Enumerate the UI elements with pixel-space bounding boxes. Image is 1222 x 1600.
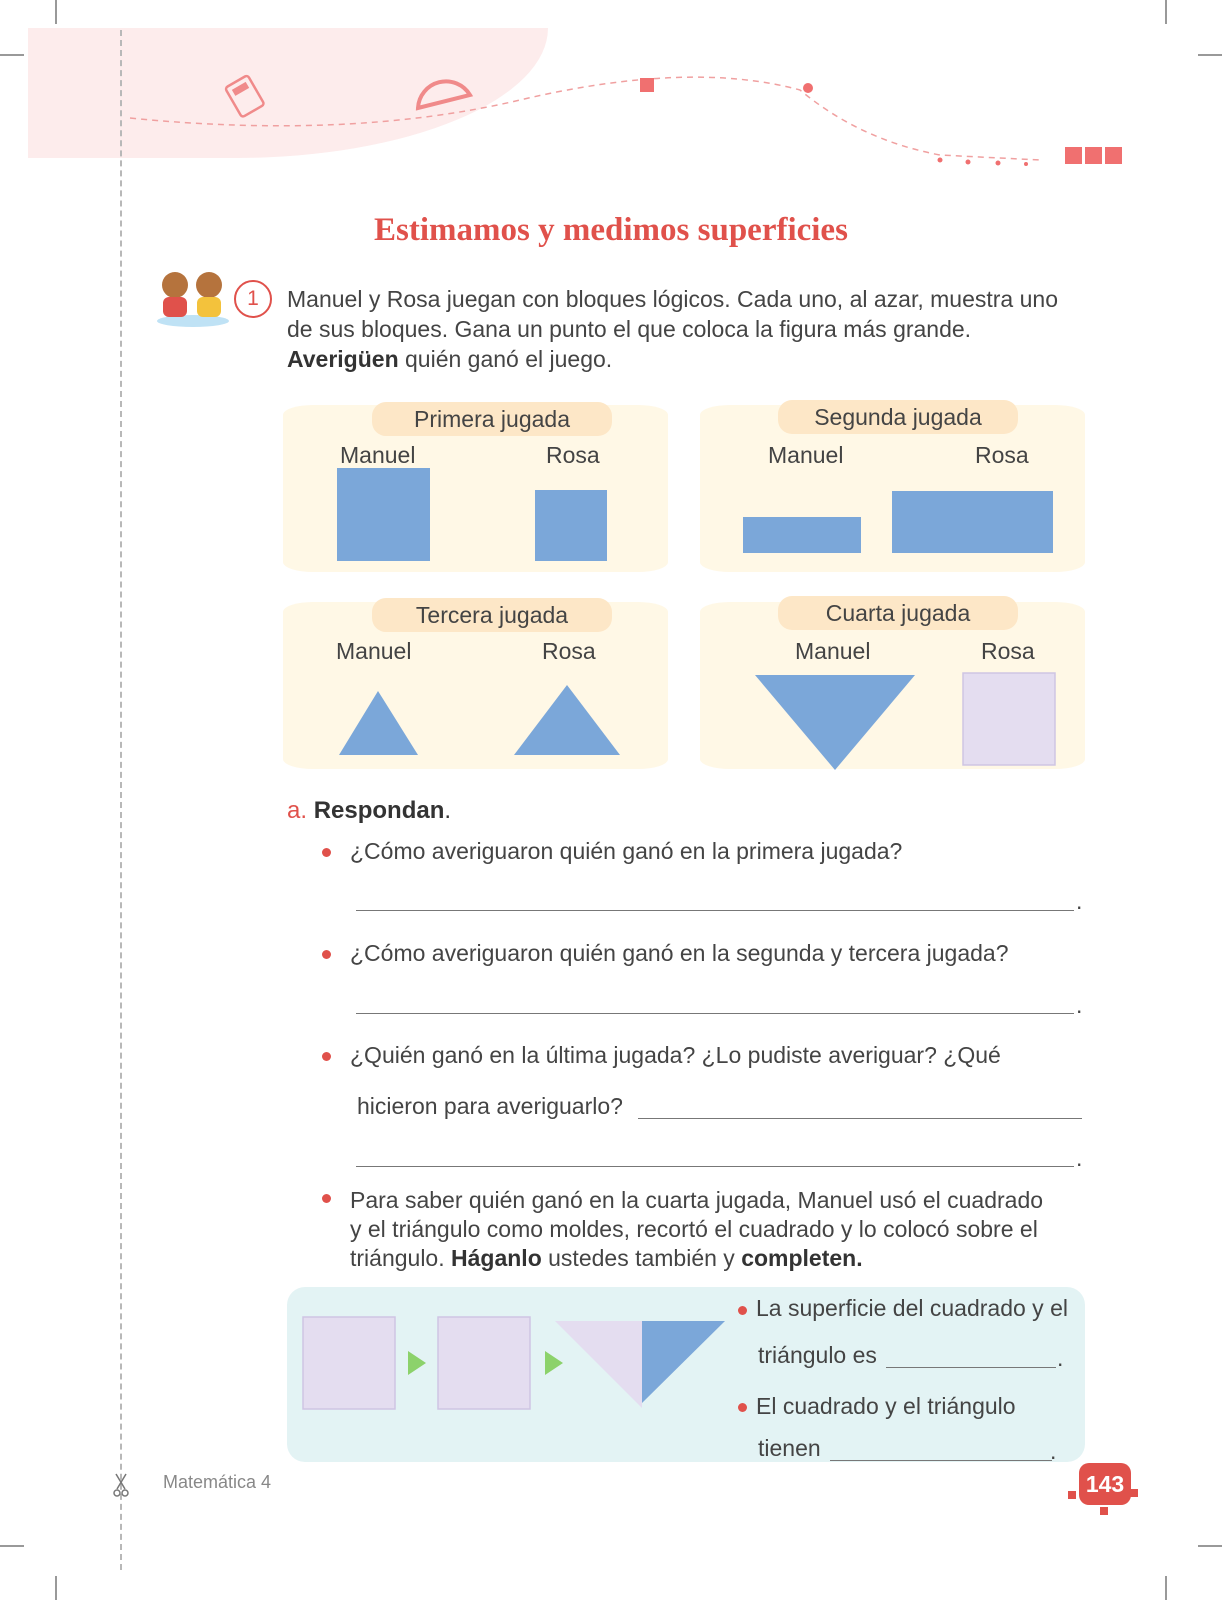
q4-text: triángulo. bbox=[350, 1245, 452, 1271]
play3-shapes bbox=[330, 680, 630, 760]
player-name: Manuel bbox=[336, 638, 412, 664]
bullet bbox=[738, 1403, 747, 1412]
header-decoration bbox=[0, 0, 1222, 200]
crop-mark bbox=[55, 0, 57, 24]
player-name: Rosa bbox=[975, 442, 1029, 468]
cut-and-overlay-steps bbox=[300, 1305, 730, 1415]
part-a-heading bbox=[287, 797, 451, 825]
lilac-square-step-1 bbox=[303, 1317, 395, 1409]
player-name: Manuel bbox=[340, 442, 416, 468]
answer-blank-2[interactable] bbox=[830, 1460, 1052, 1461]
question-4-line: Para saber quién ganó en la cuarta jugada, Manuel usó el cuadrado bbox=[350, 1187, 1044, 1213]
intro-line: de sus bloques. Gana un punto el que coloca la figura más grande. bbox=[287, 316, 972, 342]
statement-2-line-1: El cuadrado y el triángulo bbox=[756, 1393, 1016, 1419]
answer-line-3b[interactable] bbox=[356, 1166, 1074, 1167]
line-period: . bbox=[1057, 1345, 1064, 1371]
intro-rest: quién ganó el juego. bbox=[398, 346, 613, 372]
intro-verb: Averigüen bbox=[287, 346, 399, 372]
statement-1-line-1: La superficie del cuadrado y el bbox=[756, 1295, 1068, 1321]
question-2: ¿Cómo averiguaron quién ganó en la segunda y tercera jugada? bbox=[350, 940, 1009, 966]
activity-intro bbox=[287, 284, 1107, 374]
activity-number-badge: 1 bbox=[234, 280, 272, 318]
question-4-line: y el triángulo como moldes, recortó el cuadrado y lo colocó sobre el bbox=[350, 1216, 1038, 1242]
crop-mark bbox=[0, 54, 24, 56]
crop-mark bbox=[55, 1576, 57, 1600]
crop-mark bbox=[1165, 1576, 1167, 1600]
dot-icon bbox=[803, 83, 813, 93]
play4-shapes bbox=[750, 670, 1070, 775]
answer-blank-1[interactable] bbox=[886, 1367, 1056, 1368]
player-name: Rosa bbox=[542, 638, 596, 664]
rosa-lilac-square bbox=[963, 673, 1055, 765]
scissors-icon bbox=[112, 1472, 130, 1498]
q4-verb: completen. bbox=[741, 1245, 863, 1271]
part-letter: a. bbox=[287, 797, 308, 824]
book-title: Matemática 4 bbox=[163, 1472, 272, 1492]
lilac-triangle-half bbox=[555, 1321, 642, 1408]
player-name: Rosa bbox=[546, 442, 600, 468]
part-label: Respondan bbox=[313, 797, 445, 824]
arrow-right-icon bbox=[545, 1351, 563, 1375]
question-4-line bbox=[350, 1244, 1100, 1273]
answer-line-1[interactable] bbox=[356, 910, 1074, 911]
line-period: . bbox=[1050, 1438, 1057, 1464]
blue-triangle-half bbox=[642, 1321, 725, 1403]
bullet bbox=[322, 950, 331, 959]
intro-line: Manuel y Rosa juegan con bloques lógicos. Cada uno, al azar, muestra uno bbox=[287, 286, 1058, 312]
page-number: 143 bbox=[1079, 1463, 1131, 1505]
question-3-line-2: hicieron para averiguarlo? bbox=[357, 1093, 623, 1119]
player-name: Rosa bbox=[981, 638, 1035, 664]
question-4 bbox=[350, 1186, 1100, 1273]
manuel-rectangle bbox=[743, 517, 861, 553]
protractor-icon bbox=[418, 81, 470, 108]
q4-verb: Háganlo bbox=[451, 1245, 542, 1271]
panel-title: Primera jugada bbox=[372, 402, 612, 436]
line-period: . bbox=[1076, 1145, 1083, 1171]
line-period: . bbox=[1076, 992, 1083, 1018]
statement-2-line-2: tienen bbox=[758, 1435, 821, 1461]
calculator-icon bbox=[225, 75, 265, 117]
rosa-rectangle bbox=[892, 491, 1053, 553]
panel-title: Cuarta jugada bbox=[778, 596, 1018, 630]
bullet bbox=[322, 1052, 331, 1061]
panel-title: Segunda jugada bbox=[778, 400, 1018, 434]
part-period: . bbox=[444, 797, 452, 824]
q4-text: ustedes también y bbox=[541, 1245, 742, 1271]
manuel-square bbox=[337, 468, 430, 561]
intro-line bbox=[287, 344, 1107, 374]
manuel-triangle bbox=[339, 691, 418, 755]
question-3-line-1: ¿Quién ganó en la última jugada? ¿Lo pudiste averiguar? ¿Qué bbox=[350, 1042, 1001, 1068]
panel-title: Tercera jugada bbox=[372, 598, 612, 632]
statement-1-line-2: triángulo es bbox=[758, 1342, 877, 1368]
manuel-inverted-triangle bbox=[755, 675, 915, 770]
crop-mark bbox=[1198, 1545, 1222, 1547]
question-1: ¿Cómo averiguaron quién ganó en la primera jugada? bbox=[350, 838, 903, 864]
cubes-icon bbox=[1065, 147, 1122, 164]
bullet bbox=[322, 848, 331, 857]
crop-mark bbox=[1198, 54, 1222, 56]
lilac-square-step-2 bbox=[438, 1317, 530, 1409]
answer-line-2[interactable] bbox=[356, 1013, 1074, 1014]
crop-mark bbox=[0, 1545, 24, 1547]
crop-mark bbox=[1165, 0, 1167, 24]
player-name: Manuel bbox=[768, 442, 844, 468]
player-name: Manuel bbox=[795, 638, 871, 664]
page-title: Estimamos y medimos superficies bbox=[374, 212, 848, 248]
rosa-square bbox=[535, 490, 607, 561]
cut-line bbox=[120, 30, 122, 1570]
answer-line-3a[interactable] bbox=[638, 1118, 1082, 1119]
cube-icon bbox=[640, 78, 654, 92]
arrow-right-icon bbox=[408, 1351, 426, 1375]
line-period: . bbox=[1076, 888, 1083, 914]
children-illustration bbox=[155, 265, 231, 329]
rosa-triangle bbox=[514, 685, 620, 755]
bullet bbox=[738, 1306, 747, 1315]
bullet bbox=[322, 1194, 331, 1203]
